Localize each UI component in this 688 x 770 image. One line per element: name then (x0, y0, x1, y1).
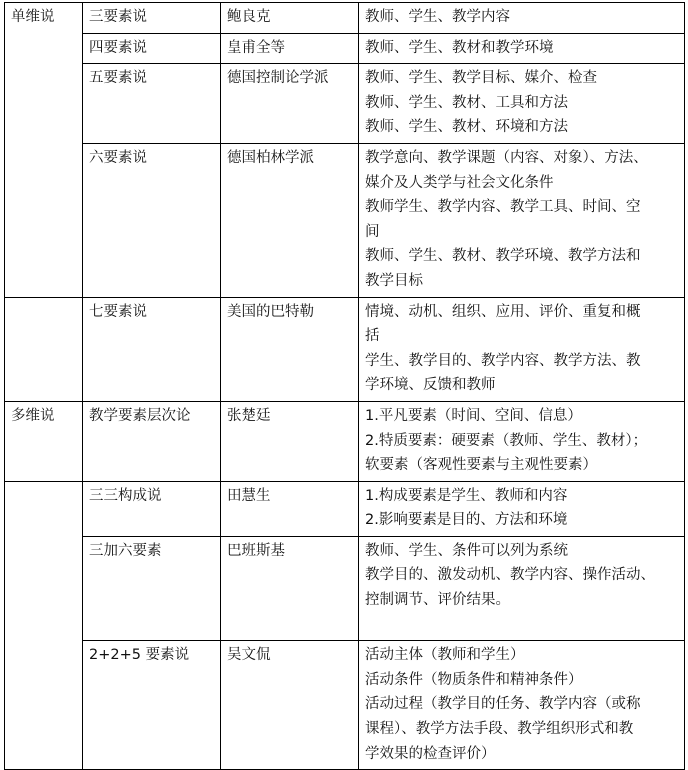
theory-name-cell: 五要素说 (83, 64, 221, 144)
elements-line: 教学目的、激发动机、教学内容、操作活动、 (365, 567, 655, 584)
elements-line: 学效果的检查评价） (365, 745, 496, 762)
teaching-elements-table (4, 2, 685, 770)
group-cell (5, 143, 83, 297)
elements-line: 1.构成要素是学生、教师和内容 (365, 487, 568, 504)
elements-line: 活动条件（物质条件和精神条件） (365, 671, 583, 688)
theory-name-cell: 三要素说 (83, 3, 221, 34)
elements-line: 教师、学生、条件可以列为系统 (365, 542, 568, 559)
group-cell (5, 641, 83, 770)
elements-cell (359, 401, 685, 481)
group-cell (5, 536, 83, 640)
elements-line: 括 (365, 328, 380, 345)
elements-line: 间 (365, 223, 380, 240)
elements-line: 情境、动机、组织、应用、评价、重复和概 (365, 303, 641, 320)
elements-line: 1.平凡要素（时间、空间、信息） (365, 407, 582, 424)
elements-line: 教学目标 (365, 272, 423, 289)
elements-line: 教师、学生、教学目标、媒介、检查 (365, 70, 597, 87)
group-cell (5, 64, 83, 144)
table-row (5, 297, 685, 401)
group-cell: 单维说 (5, 3, 83, 34)
elements-line: 教师、学生、教材和教学环境 (365, 39, 554, 56)
elements-cell (359, 297, 685, 401)
theory-name-cell: 教学要素层次论 (83, 401, 221, 481)
theory-name-cell: 三加六要素 (83, 536, 221, 640)
elements-cell (359, 64, 685, 144)
elements-line (365, 613, 678, 638)
proponent-cell: 吴文侃 (221, 641, 359, 770)
table-row (5, 641, 685, 770)
group-cell (5, 481, 83, 536)
elements-cell (359, 3, 685, 34)
elements-line: 教学意向、教学课题（内容、对象）、方法、 (365, 149, 648, 166)
elements-cell (359, 641, 685, 770)
proponent-cell: 德国柏林学派 (221, 143, 359, 297)
elements-line: 学环境、反馈和教师 (365, 377, 496, 394)
table-row (5, 64, 685, 144)
table-row (5, 3, 685, 34)
table-body (5, 3, 685, 770)
elements-line: 2.特质要素：硬要素（教师、学生、教材）； (365, 432, 648, 449)
table-row (5, 481, 685, 536)
table-row (5, 33, 685, 64)
elements-line: 媒介及人类学与社会文化条件 (365, 174, 554, 191)
elements-line: 软要素（客观性要素与主观性要素） (365, 457, 597, 474)
elements-line: 教师、学生、教学内容 (365, 9, 510, 25)
elements-line: 课程）、教学方法手段、教学组织形式和教 (365, 721, 634, 738)
elements-line: 活动主体（教师和学生） (365, 647, 525, 664)
elements-cell (359, 143, 685, 297)
elements-line: 活动过程（教学目的任务、教学内容（或称 (365, 696, 641, 713)
proponent-cell: 鲍良克 (221, 3, 359, 34)
proponent-cell: 美国的巴特勒 (221, 297, 359, 401)
elements-line: 教师、学生、教材、教学环境、教学方法和 (365, 248, 641, 265)
theory-name-cell: 三三构成说 (83, 481, 221, 536)
theory-name-cell: 七要素说 (83, 297, 221, 401)
elements-line: 学生、教学目的、教学内容、教学方法、教 (365, 352, 641, 369)
group-cell: 多维说 (5, 401, 83, 481)
elements-cell (359, 481, 685, 536)
proponent-cell: 德国控制论学派 (221, 64, 359, 144)
proponent-cell: 皇甫全等 (221, 33, 359, 64)
group-cell (5, 297, 83, 401)
group-cell (5, 33, 83, 64)
elements-line: 控制调节、评价结果。 (365, 592, 510, 609)
elements-line: 2.影响要素是目的、方法和环境 (365, 512, 568, 529)
table-row (5, 143, 685, 297)
elements-line: 教师、学生、教材、环境和方法 (365, 119, 568, 136)
table-row (5, 401, 685, 481)
theory-name-cell: 四要素说 (83, 33, 221, 64)
proponent-cell: 巴班斯基 (221, 536, 359, 640)
proponent-cell: 田慧生 (221, 481, 359, 536)
theory-name-cell: 六要素说 (83, 143, 221, 297)
elements-cell (359, 33, 685, 64)
elements-line: 教师、学生、教材、工具和方法 (365, 94, 568, 111)
theory-name-cell: 2+2+5 要素说 (83, 641, 221, 770)
elements-cell (359, 536, 685, 640)
elements-line: 教师学生、教学内容、教学工具、时间、空 (365, 199, 641, 216)
proponent-cell: 张楚廷 (221, 401, 359, 481)
table-row (5, 536, 685, 640)
